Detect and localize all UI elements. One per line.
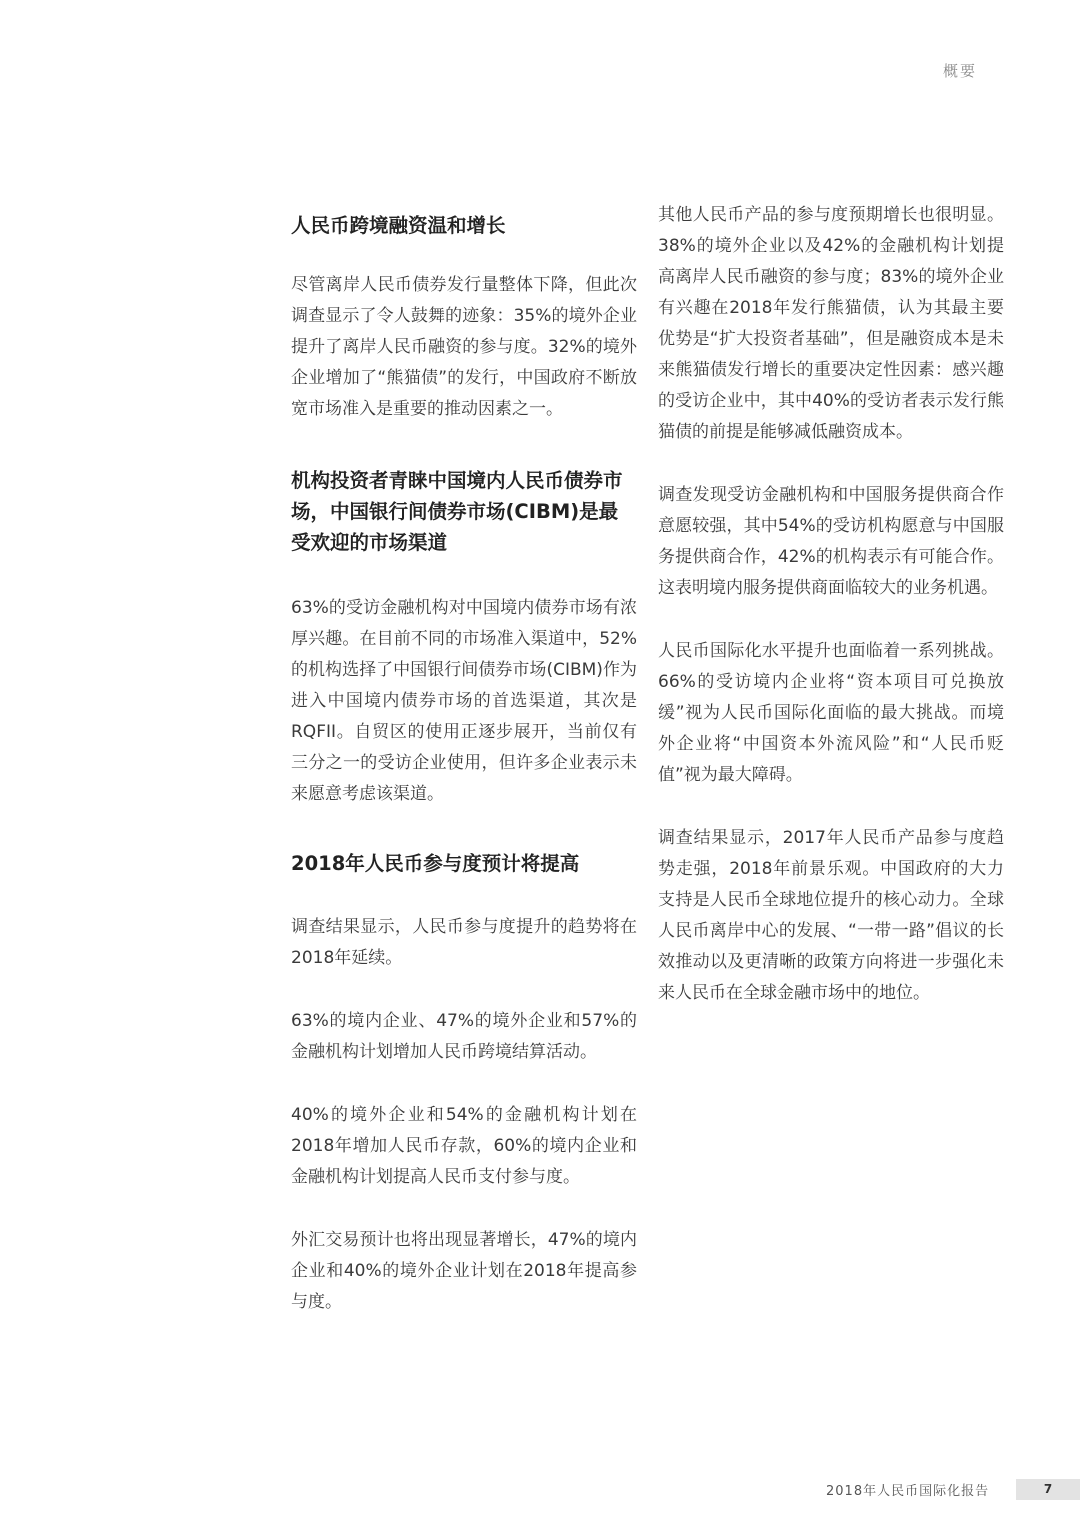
paragraph-outlook: 调查结果显示，2017年人民币产品参与度趋势走强，2018年前景乐观。中国政府的大力支持是人民币全球地位提升的核心动力。全球人民币离岸中心的发展、“一带一路”倡议的长效推动以及更清晰的政策方向将进一步强化未来人民币在全球金融市场中的地位。 xyxy=(658,828,1004,1003)
paragraph-trend-continues: 调查结果显示，人民币参与度提升的趋势将在2018年延续。 xyxy=(291,917,637,968)
right-column xyxy=(658,205,1004,1041)
heading-institutional-investors: 机构投资者青睐中国境内人民币债券市场，中国银行间债券市场(CIBM)是最受欢迎的市场渠道 xyxy=(291,469,623,554)
paragraph-deposits-payments: 40%的境外企业和54%的金融机构计划在2018年增加人民币存款，60%的境内企业和金融机构计划提高人民币支付参与度。 xyxy=(291,1105,637,1187)
left-column xyxy=(291,210,637,1350)
paragraph-challenges: 人民币国际化水平提升也面临着一系列挑战。66%的受访境内企业将“资本项目可兑换放缓”视为人民币国际化面临的最大挑战。而境外企业将“中国资本外流风险”和“人民币贬值”视为最大障碍。 xyxy=(658,641,1004,785)
heading-cross-border-financing: 人民币跨境融资温和增长 xyxy=(291,214,506,237)
page-number: 7 xyxy=(1016,1479,1080,1500)
paragraph-panda-bonds: 其他人民币产品的参与度预期增长也很明显。38%的境外企业以及42%的金融机构计划提高离岸人民币融资的参与度；83%的境外企业有兴趣在2018年发行熊猫债，认为其最主要优势是“扩大投资者基础”，但是融资成本是未来熊猫债发行增长的重要决定性因素：感兴趣的受访企业中，其中40%的受访者表示发行熊猫债的前提是能够减低融资成本。 xyxy=(658,205,1004,442)
paragraph-fx-trading: 外汇交易预计也将出现显著增长，47%的境内企业和40%的境外企业计划在2018年提高参与度。 xyxy=(291,1230,637,1312)
paragraph-cibm: 63%的受访金融机构对中国境内债券市场有浓厚兴趣。在目前不同的市场准入渠道中，52%的机构选择了中国银行间债券市场(CIBM)作为进入中国境内债券市场的首选渠道，其次是RQFII。自贸区的使用正逐步展开，当前仅有三分之一的受访企业使用，但许多企业表示未来愿意考虑该渠道。 xyxy=(291,598,637,804)
section-label: 概要 xyxy=(942,62,977,80)
paragraph-offshore-bonds: 尽管离岸人民币债券发行量整体下降，但此次调查显示了令人鼓舞的迹象：35%的境外企业提升了离岸人民币融资的参与度。32%的境外企业增加了“熊猫债”的发行，中国政府不断放宽市场准入是重要的推动因素之一。 xyxy=(291,275,637,419)
paragraph-service-providers: 调查发现受访金融机构和中国服务提供商合作意愿较强，其中54%的受访机构愿意与中国服务提供商合作，42%的机构表示有可能合作。这表明境内服务提供商面临较大的业务机遇。 xyxy=(658,485,1004,598)
heading-2018-participation: 2018年人民币参与度预计将提高 xyxy=(291,852,580,875)
paragraph-settlement-plans: 63%的境内企业、47%的境外企业和57%的金融机构计划增加人民币跨境结算活动。 xyxy=(291,1011,637,1062)
footer-report-title: 2018年人民币国际化报告 xyxy=(826,1484,990,1499)
